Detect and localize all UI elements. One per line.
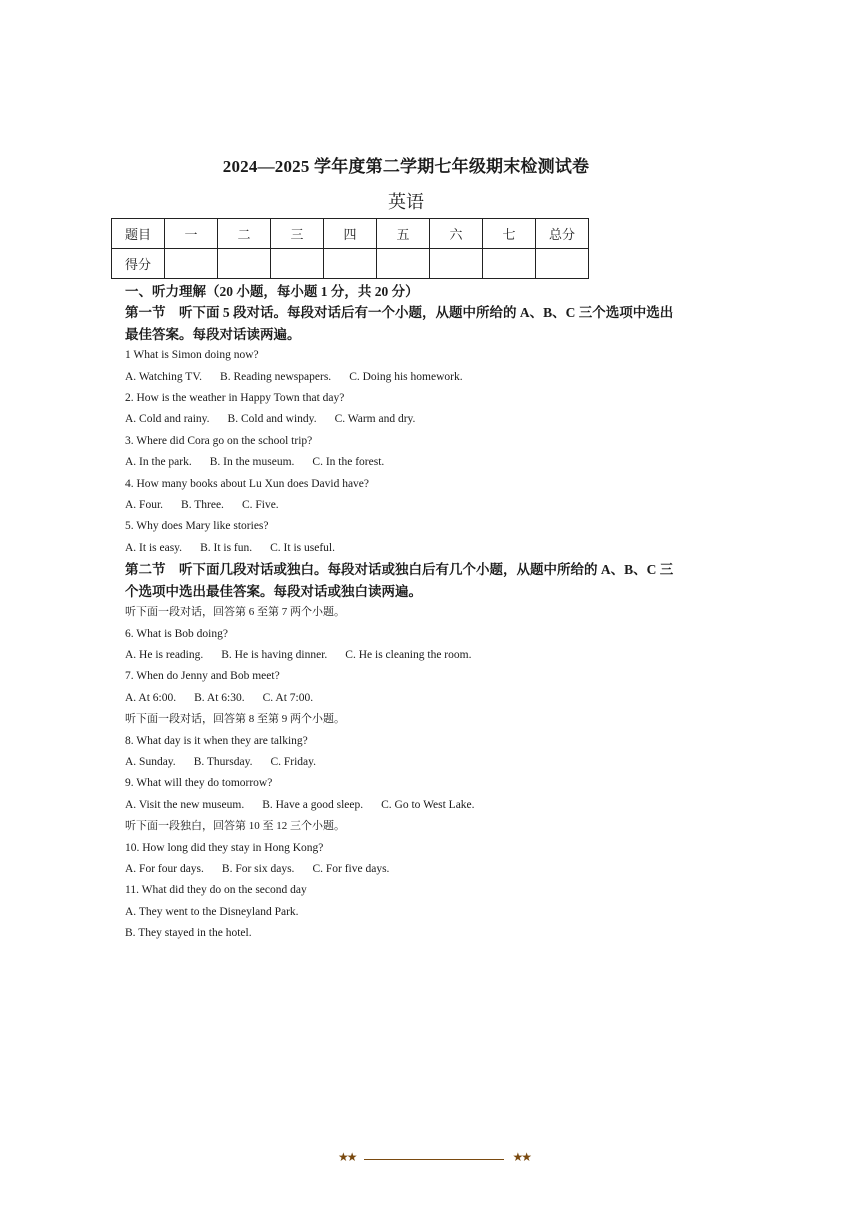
option-a: A. Four. [125, 499, 164, 512]
monologue-note: 听下面一段独白，回答第 10 至 12 三个小题。 [125, 820, 345, 833]
option-b: B. At 6:30. [194, 691, 245, 704]
listening-section [125, 281, 705, 945]
option-c: C. It is useful. [270, 541, 335, 554]
option-c: C. Warm and dry. [334, 413, 416, 426]
score-cell [165, 249, 218, 279]
score-cell [377, 249, 430, 279]
score-header-cell: 总分 [536, 219, 589, 249]
part2-instruction: 第二节 听下面几段对话或独白。每段对话或独白后有几个小题，从题中所给的 A、B、C 三 [125, 562, 674, 578]
question-3-options [125, 452, 705, 473]
question-6-options [125, 645, 705, 666]
option-b: B. Three. [181, 499, 224, 512]
question-1-options [125, 367, 705, 388]
score-header-cell: 三 [271, 219, 324, 249]
score-table [111, 218, 589, 279]
part1-instruction-cont: 最佳答案。每段对话读两遍。 [125, 326, 301, 342]
score-header-cell: 六 [430, 219, 483, 249]
score-table-header-row [112, 219, 589, 249]
question-8-options [125, 752, 705, 773]
option-a: A. Sunday. [125, 755, 176, 768]
score-header-cell: 五 [377, 219, 430, 249]
option-c: C. For five days. [312, 862, 390, 875]
score-header-cell: 四 [324, 219, 377, 249]
page-footer-ornament [338, 1150, 530, 1170]
score-cell [324, 249, 377, 279]
option-b: B. They stayed in the hotel. [125, 927, 252, 940]
option-a: A. They went to the Disneyland Park. [125, 905, 299, 918]
score-header-cell: 题目 [112, 219, 165, 249]
option-b: B. In the museum. [209, 456, 295, 469]
question-3: 3. Where did Cora go on the school trip? [125, 434, 313, 447]
option-a: A. Visit the new museum. [125, 798, 245, 811]
score-header-cell: 七 [483, 219, 536, 249]
question-5: 5. Why does Mary like stories? [125, 520, 269, 533]
dialogue-note: 听下面一段对话，回答第 6 至第 7 两个小题。 [125, 606, 345, 619]
question-11: 11. What did they do on the second day [125, 884, 307, 897]
part1-instruction: 第一节 听下面 5 段对话。每段对话后有一个小题，从题中所给的 A、B、C 三个选项中选出 [125, 305, 674, 321]
footer-divider [364, 1159, 504, 1160]
option-a: A. At 6:00. [125, 691, 177, 704]
score-cell [218, 249, 271, 279]
option-c: C. Friday. [270, 755, 317, 768]
score-cell [483, 249, 536, 279]
option-c: C. At 7:00. [262, 691, 314, 704]
question-6: 6. What is Bob doing? [125, 627, 228, 640]
option-c: C. Go to West Lake. [381, 798, 475, 811]
question-4: 4. How many books about Lu Xun does David have? [125, 477, 370, 490]
option-b: B. Thursday. [193, 755, 253, 768]
score-header-cell: 二 [218, 219, 271, 249]
option-a: A. In the park. [125, 456, 192, 469]
option-c: C. Doing his homework. [349, 370, 463, 383]
question-2: 2. How is the weather in Happy Town that day? [125, 392, 345, 405]
question-2-options [125, 409, 705, 430]
option-a: A. For four days. [125, 862, 204, 875]
question-8: 8. What day is it when they are talking? [125, 734, 308, 747]
dialogue-note: 听下面一段对话，回答第 8 至第 9 两个小题。 [125, 713, 345, 726]
option-c: C. He is cleaning the room. [345, 648, 472, 661]
score-table-score-row [112, 249, 589, 279]
option-c: C. Five. [241, 499, 279, 512]
page-title: 2024—2025 学年度第二学期七年级期末检测试卷 [222, 157, 590, 176]
question-7-options [125, 688, 705, 709]
option-a: A. It is easy. [125, 541, 183, 554]
question-5-options [125, 538, 705, 559]
section-heading: 一、听力理解（20 小题，每小题 1 分，共 20 分） [125, 284, 419, 299]
star-icon: ★★ [338, 1150, 356, 1164]
score-header-cell: 一 [165, 219, 218, 249]
question-10-options [125, 859, 705, 880]
score-cell [430, 249, 483, 279]
option-a: A. Watching TV. [125, 370, 203, 383]
option-b: B. Have a good sleep. [262, 798, 364, 811]
option-b: B. It is fun. [200, 541, 253, 554]
option-a: A. He is reading. [125, 648, 204, 661]
question-9-options [125, 795, 705, 816]
part2-instruction-cont: 个选项中选出最佳答案。每段对话或独白读两遍。 [125, 583, 422, 599]
subject-title: 英语 [388, 192, 424, 212]
score-row-label: 得分 [112, 249, 165, 279]
question-10: 10. How long did they stay in Hong Kong? [125, 841, 324, 854]
option-b: B. For six days. [221, 862, 295, 875]
option-c: C. In the forest. [312, 456, 385, 469]
score-cell [271, 249, 324, 279]
question-4-options [125, 495, 705, 516]
question-7: 7. When do Jenny and Bob meet? [125, 670, 280, 683]
option-b: B. He is having dinner. [221, 648, 328, 661]
score-cell [536, 249, 589, 279]
option-b: B. Cold and windy. [227, 413, 317, 426]
option-a: A. Cold and rainy. [125, 413, 210, 426]
option-b: B. Reading newspapers. [220, 370, 332, 383]
question-9: 9. What will they do tomorrow? [125, 777, 273, 790]
question-1: 1 What is Simon doing now? [125, 349, 259, 362]
star-icon: ★★ [512, 1150, 530, 1164]
